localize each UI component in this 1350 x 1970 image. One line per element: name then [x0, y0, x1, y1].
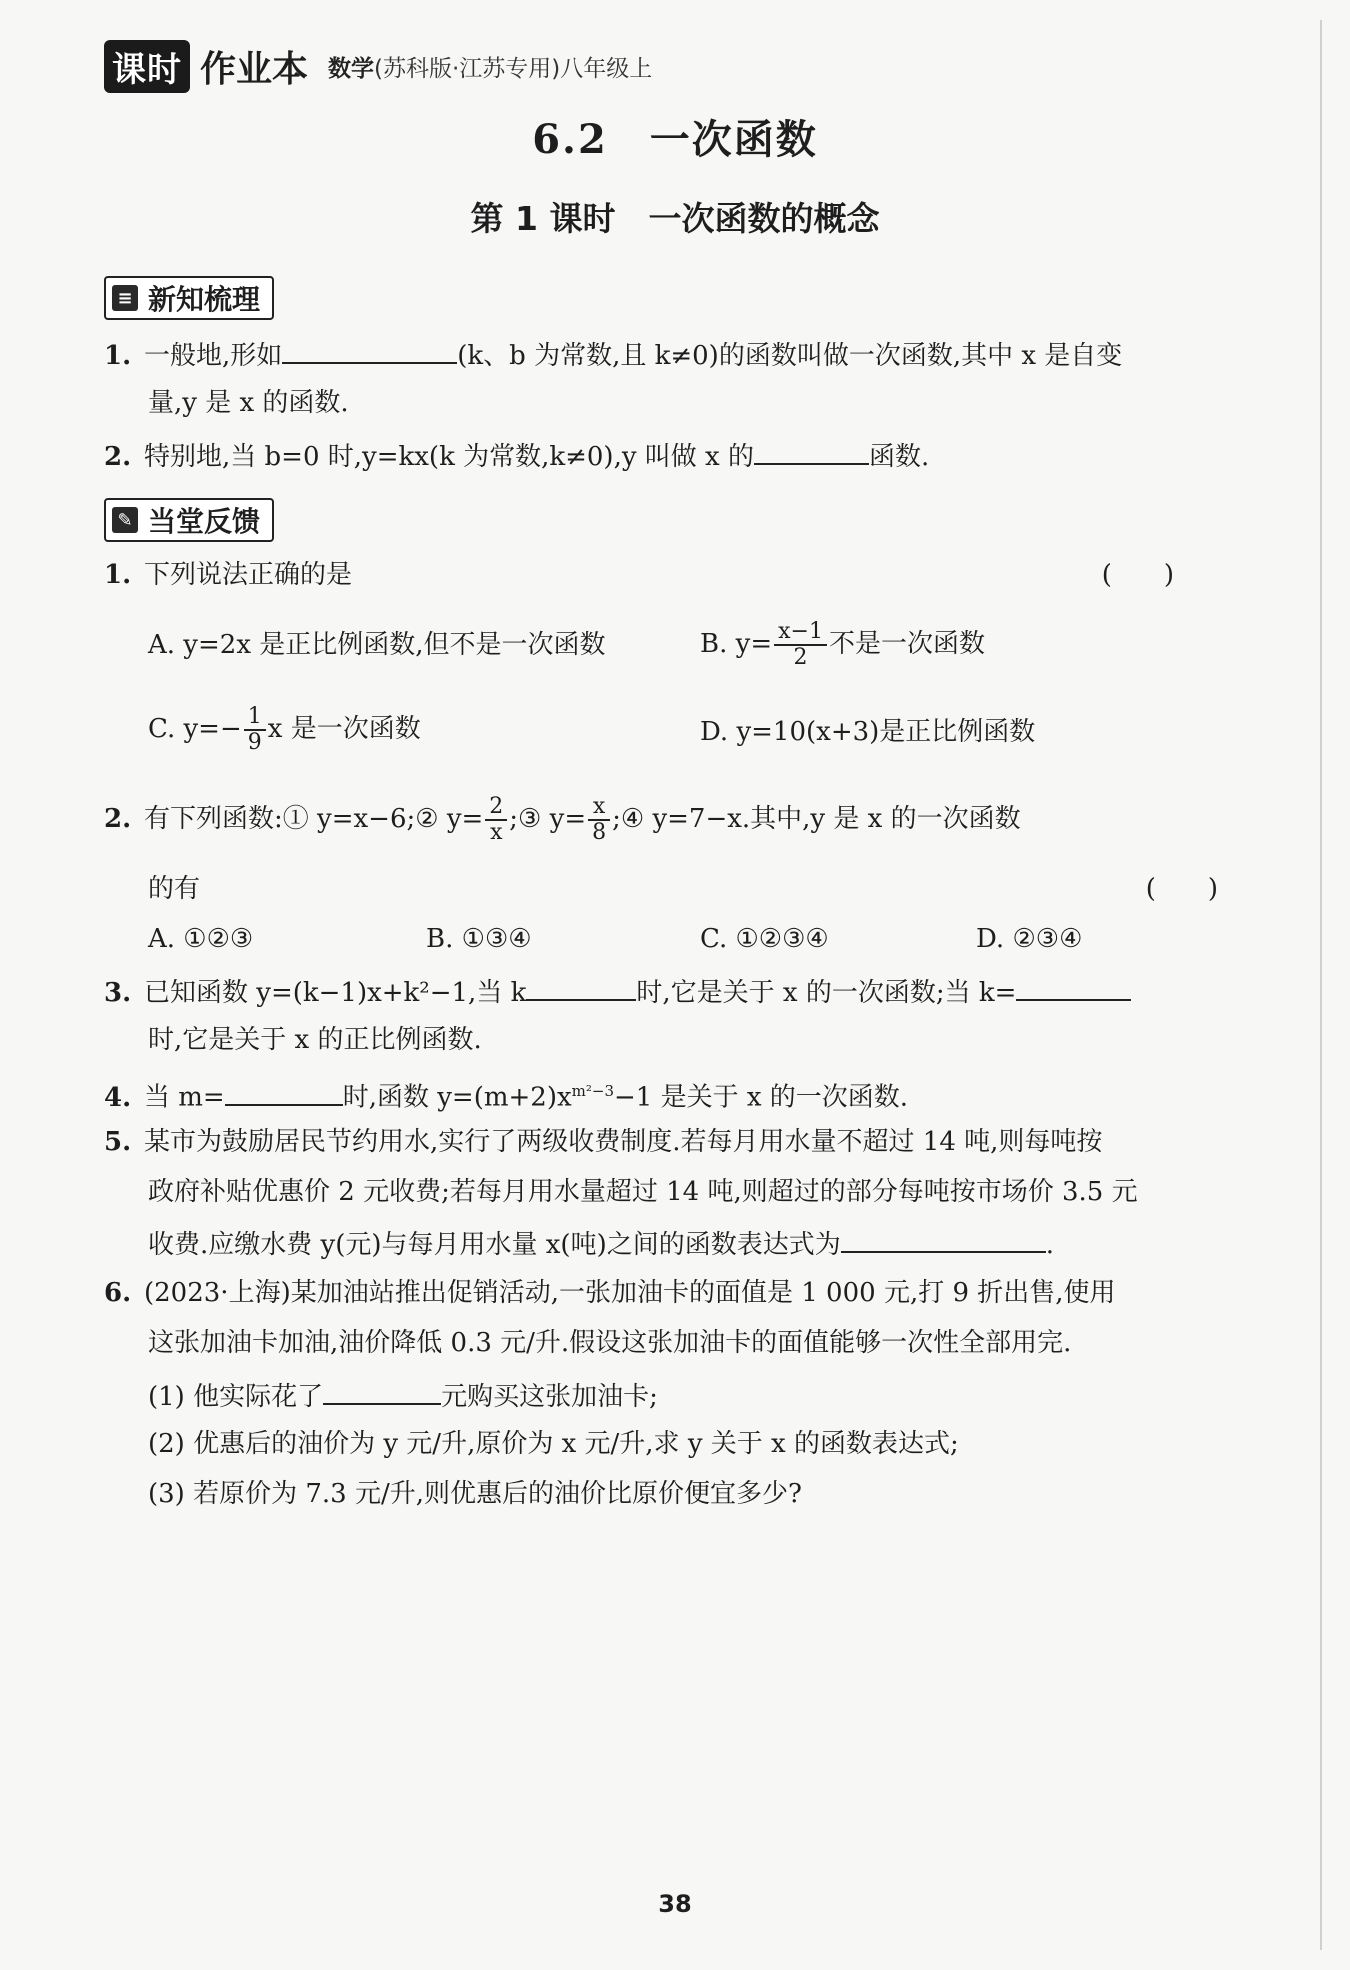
k-q1a: 一般地,形如 [144, 341, 283, 371]
page-edge [1320, 20, 1322, 1950]
f-q5-line3 [148, 1225, 1308, 1262]
numerator: x−1 [774, 620, 827, 646]
option-a[interactable]: A. y=2x 是正比例函数,但不是一次函数 [148, 630, 606, 660]
edition: (苏科版·江苏专用)八年级上 [374, 55, 653, 82]
f-q5c: 收费.应缴水费 y(元)与每月用水量 x(吨)之间的函数表达式为 [148, 1230, 841, 1260]
f-q1-stem [104, 558, 1264, 592]
f-q3-line2: 时,它是关于 x 的正比例函数. [148, 1025, 482, 1055]
q-number: 2. [104, 442, 132, 472]
period: . [1045, 1230, 1054, 1260]
f-q5-line1 [104, 1125, 1264, 1159]
option-c-pre: C. y=− [148, 714, 242, 744]
f-q6-line1 [104, 1276, 1264, 1310]
q-number: 1. [104, 341, 132, 371]
answer-paren[interactable]: ( ) [1145, 874, 1218, 904]
option-c[interactable] [148, 705, 421, 755]
f-q3b: 时,它是关于 x 的一次函数;当 k= [636, 978, 1017, 1008]
option-b-post: 不是一次函数 [828, 629, 985, 659]
q-number: 3. [104, 978, 132, 1008]
q-number: 2. [104, 804, 132, 834]
f-q2b: ;③ y= [509, 804, 587, 834]
f-q6-sub2: (2) 优惠后的油价为 y 元/升,原价为 x 元/升,求 y 关于 x 的函数表达式; [148, 1429, 959, 1459]
f-q6-1b: 元购买这张加油卡; [441, 1382, 658, 1412]
option-d[interactable]: D. y=10(x+3)是正比例函数 [700, 717, 1036, 747]
f-q4a: 当 m= [144, 1082, 225, 1113]
k-q2b: 函数. [869, 442, 930, 472]
sec2-text: 当堂反馈 [148, 505, 261, 538]
f-q4b: 时,函数 y=(m+2)x [342, 1082, 572, 1113]
numerator: 2 [485, 795, 507, 821]
answer-blank[interactable] [323, 1377, 441, 1405]
f-q2a: 有下列函数:① y=x−6;② y= [144, 804, 484, 834]
answer-blank[interactable] [282, 336, 457, 364]
pencil-icon: ✎ [112, 507, 138, 533]
denominator: 9 [247, 730, 262, 755]
f-q2d: 的有 [148, 874, 201, 904]
f-q6-sub3: (3) 若原价为 7.3 元/升,则优惠后的油价比原价便宜多少? [148, 1479, 802, 1509]
header [104, 40, 652, 92]
f-q6-1a: (1) 他实际花了 [148, 1382, 324, 1412]
fraction [588, 795, 610, 845]
f-q2-stem [104, 795, 1264, 851]
answer-blank[interactable] [225, 1078, 343, 1106]
option-c[interactable]: C. ①②③④ [700, 924, 829, 954]
numerator: 1 [244, 705, 266, 731]
option-a[interactable]: A. ①②③ [148, 924, 254, 954]
answer-blank[interactable] [526, 973, 636, 1001]
f-q1-options-cd [148, 705, 1308, 761]
section-label-feedback [104, 498, 274, 542]
f-q6-line2: 这张加油卡加油,油价降低 0.3 元/升.假设这张加油卡的面值能够一次性全部用完. [148, 1328, 1072, 1358]
f-q3-line1 [104, 973, 1264, 1010]
lesson-title: 第 1 课时 一次函数的概念 [470, 199, 880, 238]
section-title: 6.2 一次函数 [532, 116, 818, 163]
option-b[interactable]: B. ①③④ [426, 924, 532, 954]
k-q1-line2: 量,y 是 x 的函数. [148, 388, 349, 418]
brand: 作业本 [200, 48, 309, 90]
f-q2-stem2 [148, 872, 1264, 906]
q-number: 6. [104, 1278, 132, 1308]
f-q6a: (2023·上海)某加油站推出促销活动,一张加油卡的面值是 1 000 元,打 9 折出售,使用 [144, 1278, 1116, 1308]
option-b[interactable] [700, 620, 985, 670]
denominator: 8 [592, 820, 607, 845]
f-q6-sub1 [148, 1377, 1308, 1414]
exponent: m²−3 [571, 1082, 615, 1100]
denominator: 2 [793, 645, 808, 670]
f-q5-line2: 政府补贴优惠价 2 元收费;若每月用水量超过 14 吨,则超过的部分每吨按市场价 3.5 元 [148, 1177, 1138, 1207]
numerator: x [588, 795, 610, 821]
answer-blank[interactable] [754, 437, 869, 465]
q-number: 4. [104, 1082, 132, 1113]
logo: 课时 [104, 40, 190, 93]
fraction [774, 620, 827, 670]
book-info [328, 50, 652, 83]
answer-blank[interactable] [1016, 973, 1131, 1001]
f-q1-options-ab [148, 620, 1308, 670]
q-number: 5. [104, 1127, 132, 1157]
fraction [244, 705, 266, 755]
f-q1: 下列说法正确的是 [144, 560, 353, 590]
option-d[interactable]: D. ②③④ [976, 924, 1083, 954]
f-q4c: −1 是关于 x 的一次函数. [614, 1082, 909, 1113]
section-label-knowledge [104, 276, 274, 320]
k-q2-line [104, 437, 1264, 474]
q-number: 1. [104, 560, 132, 590]
f-q2c: ;④ y=7−x.其中,y 是 x 的一次函数 [612, 804, 1021, 834]
sec1-text: 新知梳理 [148, 283, 261, 316]
answer-paren[interactable]: ( ) [1101, 560, 1174, 590]
f-q5a: 某市为鼓励居民节约用水,实行了两级收费制度.若每月用水量不超过 14 吨,则每吨按 [144, 1127, 1103, 1157]
page-number: 38 [658, 1890, 692, 1918]
answer-blank[interactable] [841, 1225, 1046, 1253]
denominator: x [490, 820, 503, 845]
option-b-pre: B. y= [700, 629, 773, 659]
k-q2a: 特别地,当 b=0 时,y=kx(k 为常数,k≠0),y 叫做 x 的 [144, 442, 754, 472]
option-c-post: x 是一次函数 [267, 714, 421, 744]
f-q4-line [104, 1074, 1264, 1115]
k-q1b: (k、b 为常数,且 k≠0)的函数叫做一次函数,其中 x 是自变 [457, 341, 1123, 371]
k-q1-line1 [104, 336, 1264, 373]
fraction [485, 795, 507, 845]
subject: 数学 [328, 55, 375, 82]
f-q3a: 已知函数 y=(k−1)x+k²−1,当 k [144, 978, 527, 1008]
book-icon: ≡ [112, 285, 138, 311]
